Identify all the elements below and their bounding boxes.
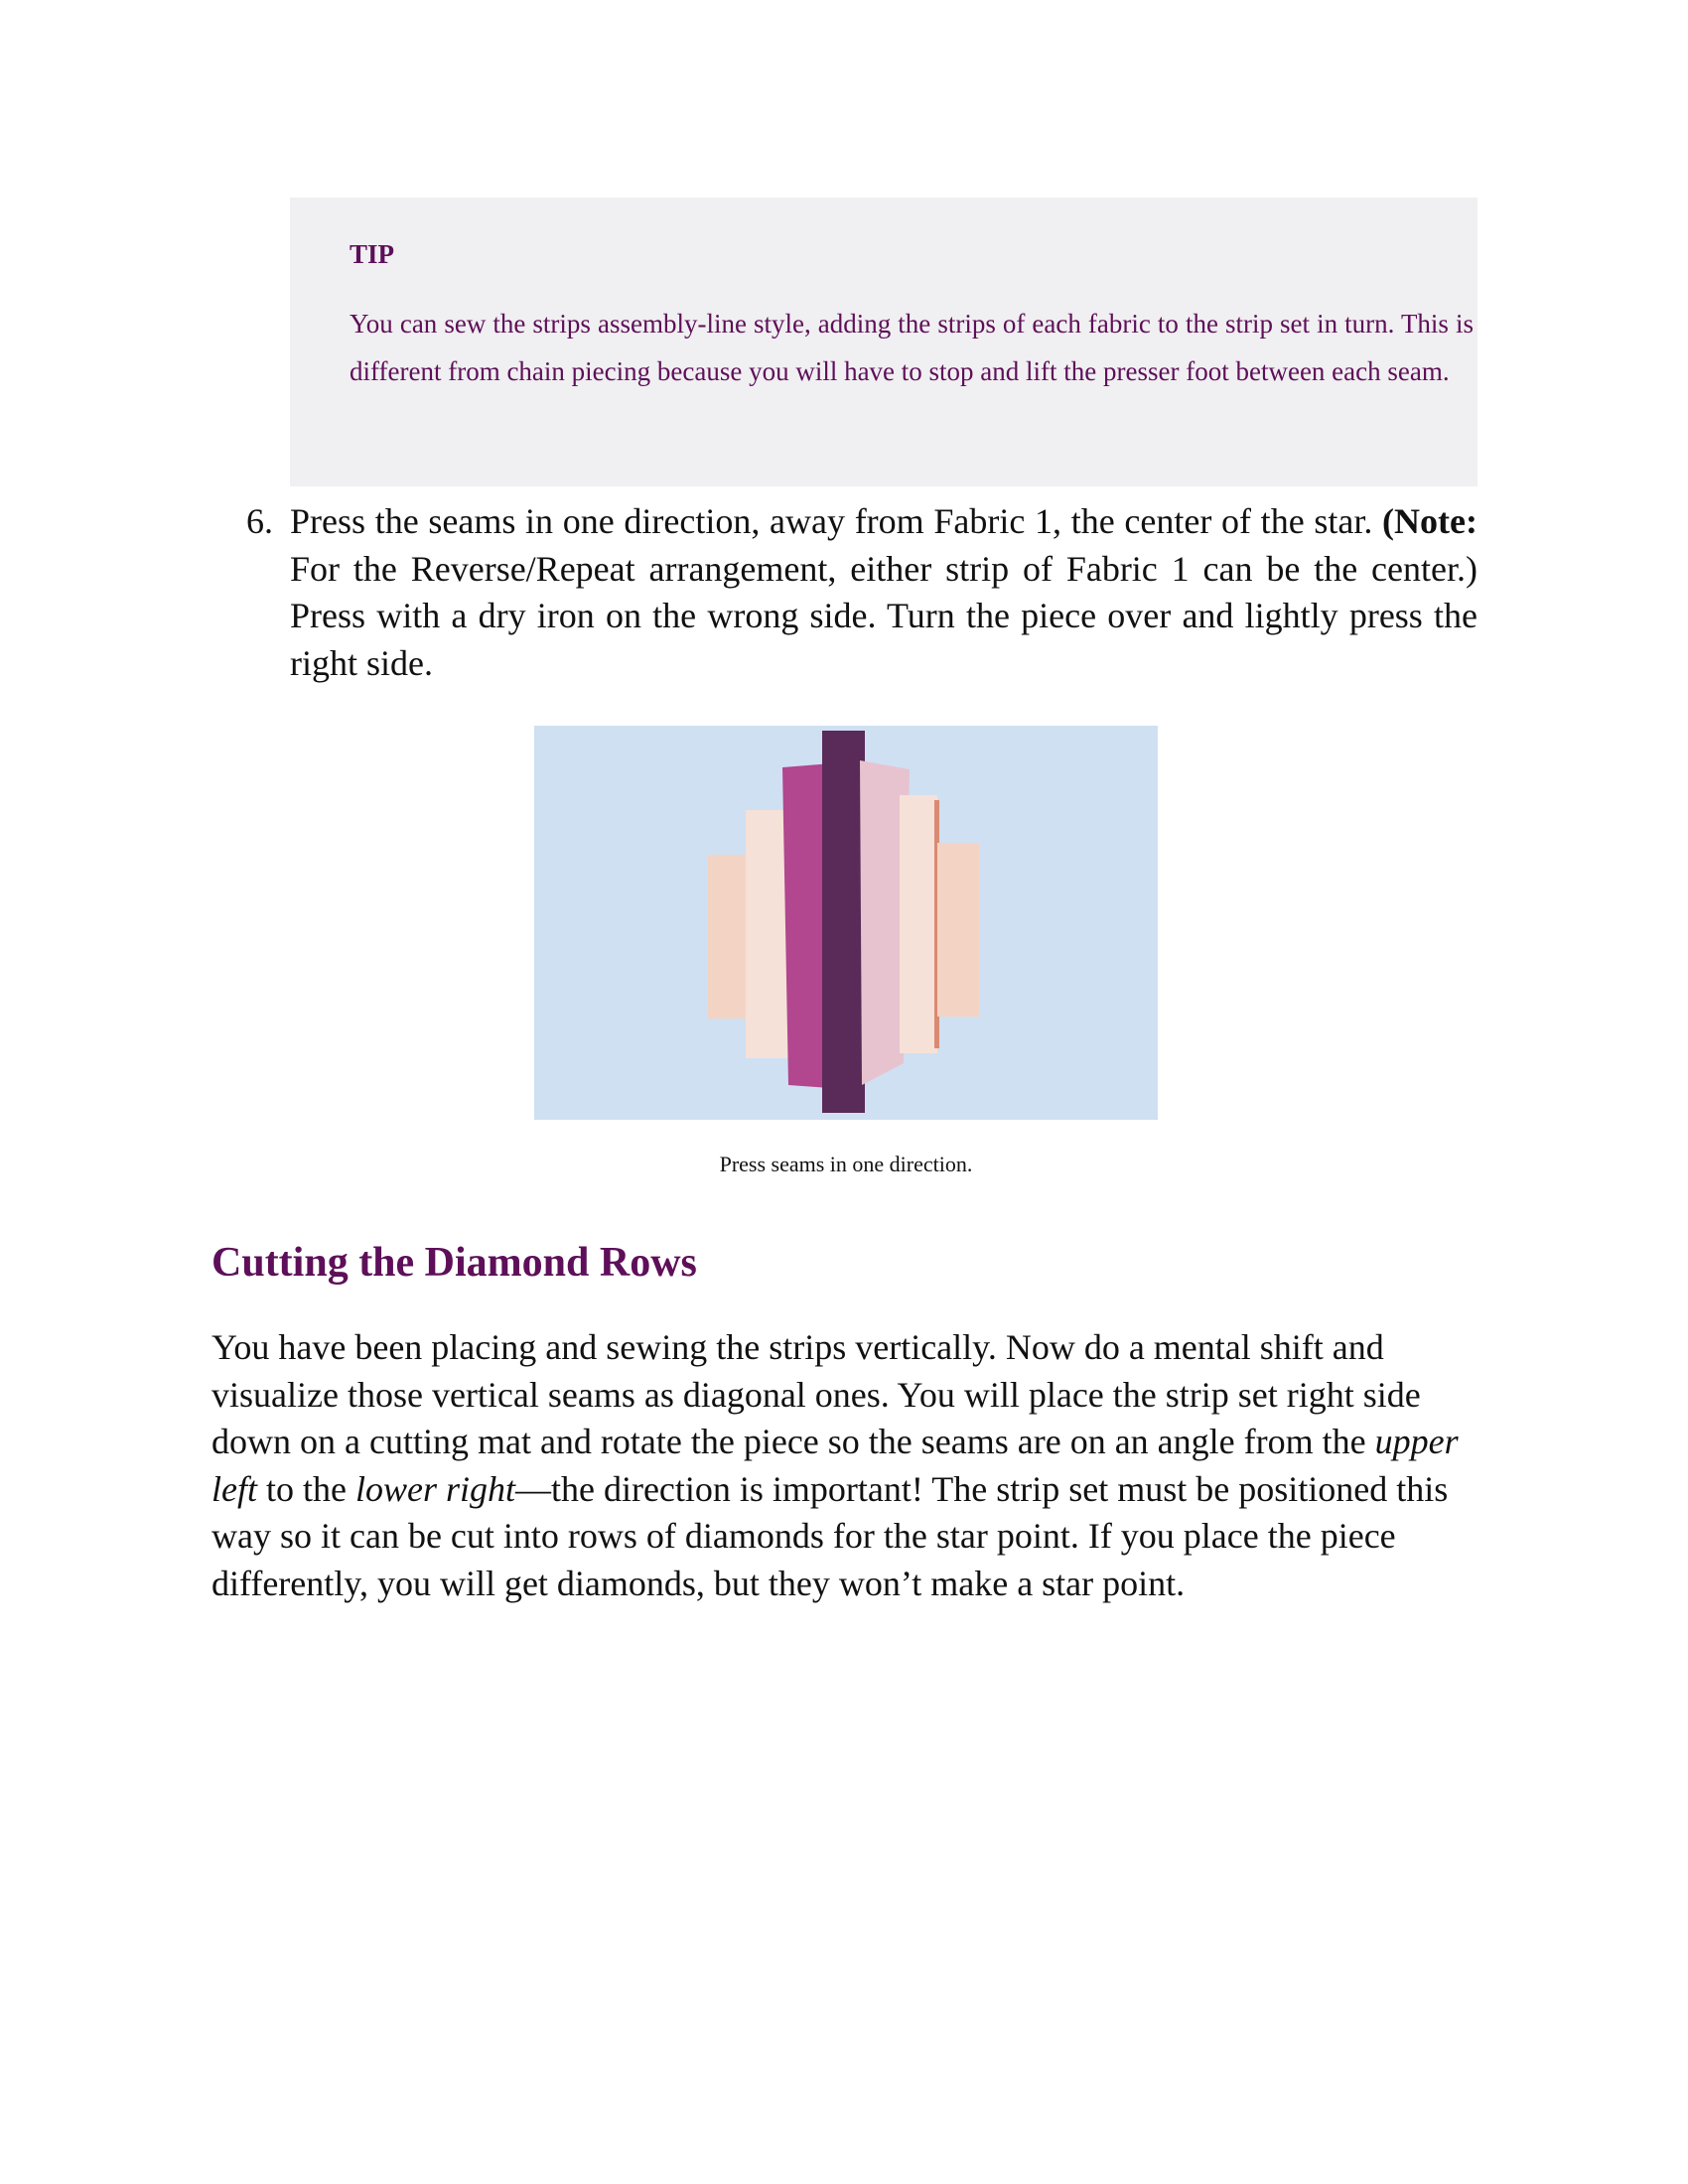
step-text-part-2: For the Reverse/Repeat arrangement, either strip of Fabric 1 can be the center.) Press with a dry iron on the wrong side. Turn the piece over and lightly press the right side. [290,548,1477,683]
step-text [290,498,1477,687]
tip-title: TIP [350,239,395,269]
note-label: (Note: [1382,501,1477,541]
para-emphasis-1: upper left [211,1422,1459,1509]
peach-strip-right [937,843,979,1017]
section-paragraph [211,1324,1477,1608]
tip-text: You can sew the strips assembly-line style, adding the strips of each fabric to the strip set in turn. This is different from chain piecing because you will have to stop and lift the presser foot between each seam. [350,309,1474,386]
para-part-2: to the [256,1468,355,1509]
section-heading: Cutting the Diamond Rows [211,1240,697,1286]
cream-strip-left [746,810,790,1058]
dark-center-strip [822,731,865,1113]
cream-strip-right [900,795,937,1053]
step-number: 6. [246,501,273,541]
strip-set-photo [534,726,1158,1120]
para-part-1: You have been placing and sewing the strips vertically. Now do a mental shift and visualize those vertical seams as diagonal ones. You will place the strip set right side down on a cutting mat and rotate the piece so the seams are on an angle from the [211,1327,1421,1462]
para-emphasis-2: lower right [354,1468,515,1509]
tip-box [290,198,1477,486]
figure-caption: Press seams in one direction. [719,1152,973,1176]
step-text-part-1: Press the seams in one direction, away from Fabric 1, the center of the star. [290,501,1383,541]
para-part-3: —the direction is important! The strip set must be positioned this way so it can be cut into rows of diamonds for the star point. If you place the piece differently, you will get diamonds, but they won’t make a star point. [211,1468,1449,1603]
